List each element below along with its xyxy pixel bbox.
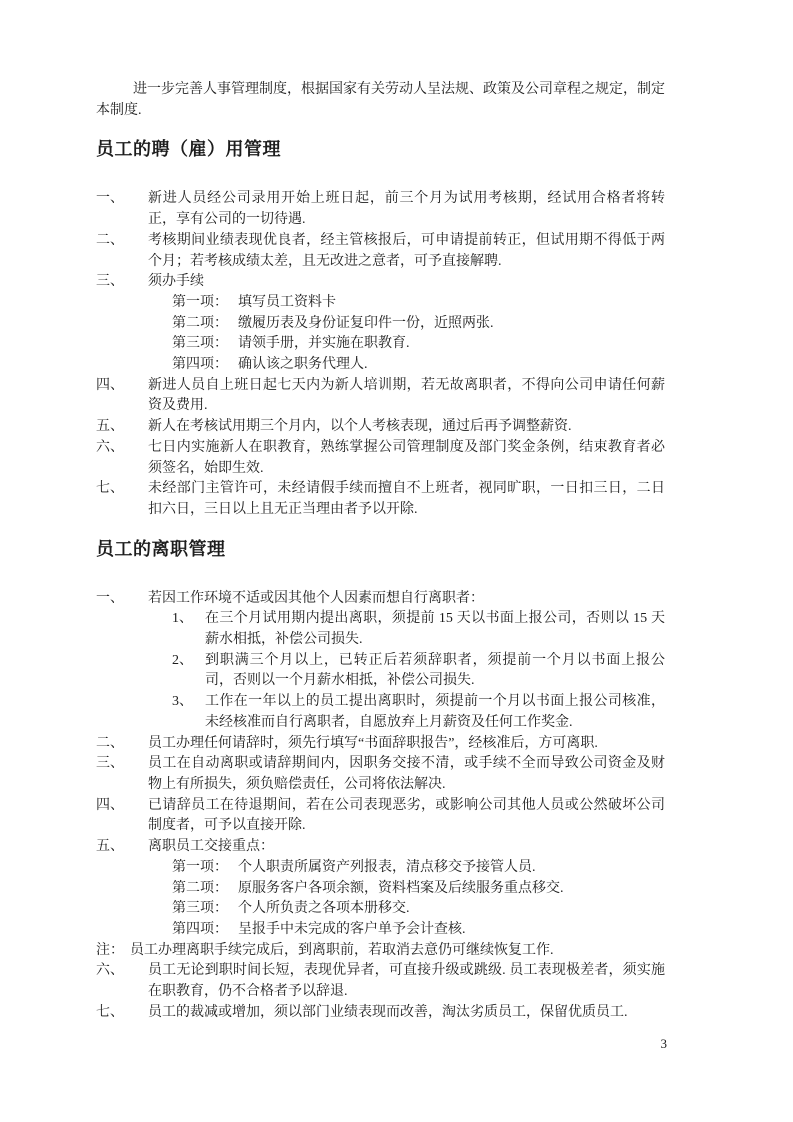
item-text: 须办手续 xyxy=(148,274,204,290)
sub-item xyxy=(96,314,665,335)
list-item xyxy=(96,589,665,610)
sub-item xyxy=(96,879,665,900)
sub-item xyxy=(96,355,665,376)
item-label: 七、 xyxy=(96,1004,124,1020)
list-item xyxy=(96,189,665,230)
item-label: 二、 xyxy=(96,232,124,248)
item-text: 新进人员经公司录用开始上班日起，前三个月为试用考核期，经试用合格者将转正，享有公司的一切待遇. xyxy=(148,191,665,228)
item-text: 确认该之职务代理人. xyxy=(238,357,368,373)
sub-numbered-item xyxy=(96,609,665,650)
sub-numbered-item xyxy=(96,651,665,692)
item-text: 未经部门主管许可，未经请假手续而擅自不上班者，视同旷职，一日扣三日，二日扣六日，三日以上且无正当理由者予以开除. xyxy=(148,481,665,517)
list-item xyxy=(96,479,665,520)
item-text: 七日内实施新人在职教育，熟练掌握公司管理制度及部门奖金条例，结束教育者必须签名，始即生效. xyxy=(148,439,665,476)
item-label: 第二项： xyxy=(172,315,228,331)
item-text: 员工办理离职手续完成后，到离职前，若取消去意仍可继续恢复工作. xyxy=(130,942,554,958)
list-item xyxy=(96,1003,665,1024)
list-item xyxy=(96,438,665,479)
item-label: 四、 xyxy=(96,797,124,813)
item-label: 注： xyxy=(96,942,124,958)
item-text: 原服务客户各项余额，资料档案及后续服务重点移交. xyxy=(238,880,564,896)
item-label: 五、 xyxy=(96,839,124,855)
item-text: 员工的裁减或增加，须以部门业绩表现而改善，淘汰劣质员工，保留优质员工. xyxy=(148,1004,628,1020)
item-label: 第三项： xyxy=(172,336,228,352)
list-item xyxy=(96,754,665,795)
item-text: 请领手册，并实施在职教育. xyxy=(238,336,410,352)
sub-item xyxy=(96,920,665,941)
item-label: 三、 xyxy=(96,756,124,772)
item-label: 六、 xyxy=(96,963,124,979)
item-text: 员工在自动离职或请辞期间内，因职务交接不清，或手续不全而导致公司资金及财物上有所损失，须负赔偿责任，公司将依法解决. xyxy=(148,756,665,792)
list-item xyxy=(96,376,665,417)
item-label: 第三项： xyxy=(172,901,228,917)
item-text: 填写员工资料卡 xyxy=(238,294,336,310)
item-text: 考核期间业绩表现优良者，经主管核报后，可申请提前转正，但试用期不得低于两个月；若考核成绩太差，且无改进之意者，可予直接解聘. xyxy=(148,232,665,269)
section-heading: 员工的离职管理 xyxy=(96,538,226,559)
item-label: 一、 xyxy=(96,590,124,606)
item-label: 第一项： xyxy=(172,294,228,310)
item-label: 第四项： xyxy=(172,357,228,373)
note-line xyxy=(96,941,665,962)
list-item xyxy=(96,417,665,438)
document-body xyxy=(96,137,665,1023)
item-text: 在三个月试用期内提出离职，须提前 15 天以书面上报公司，否则以 15 天薪水相抵，补偿公司损失. xyxy=(205,611,665,648)
item-label: 五、 xyxy=(96,419,124,435)
item-text: 员工办理任何请辞时，须先行填写“书面辞职报告”，经核准后，方可离职. xyxy=(148,735,598,751)
item-text: 个人职责所属资产列报表，清点移交予接管人员. xyxy=(238,859,536,875)
page-number: 3 xyxy=(660,1036,667,1051)
item-text: 新人在考核试用期三个月内，以个人考核表现，通过后再予调整薪资. xyxy=(148,419,572,435)
item-text: 已请辞员工在待退期间，若在公司表现恶劣，或影响公司其他人员或公然破坏公司制度者，可予以直接开除. xyxy=(148,797,665,834)
list-item xyxy=(96,734,665,755)
item-text: 呈报手中未完成的客户单予会计查核. xyxy=(238,921,466,937)
list-item xyxy=(96,231,665,272)
item-label: 六、 xyxy=(96,439,124,455)
item-label: 第四项： xyxy=(172,921,228,937)
item-text: 到职满三个月以上，已转正后若须辞职者，须提前一个月以书面上报公司，否则以一个月薪水相抵，补偿公司损失. xyxy=(205,652,665,689)
item-label: 第一项： xyxy=(172,859,228,875)
sub-item xyxy=(96,334,665,355)
item-label: 一、 xyxy=(96,191,124,207)
item-text: 若因工作环境不适或因其他个人因素而想自行离职者： xyxy=(148,590,484,606)
list-item xyxy=(96,796,665,837)
sub-item xyxy=(96,858,665,879)
item-text: 员工无论到职时间长短，表现优异者，可直接升级或跳级. 员工表现极差者，须实施在职教育，仍不合格者予以辞退. xyxy=(148,963,665,1000)
item-text: 缴履历表及身份证复印件一份，近照两张. xyxy=(238,315,494,331)
item-label: 2、 xyxy=(172,652,193,668)
list-item xyxy=(96,961,665,1002)
item-label: 三、 xyxy=(96,274,124,290)
list-item xyxy=(96,272,665,293)
item-text: 新进人员自上班日起七天内为新人培训期，若无故离职者，不得向公司申请任何薪资及费用. xyxy=(148,377,665,414)
item-label: 3、 xyxy=(172,694,193,710)
item-text: 工作在一年以上的员工提出离职时，须提前一个月以书面上报公司核准，未经核准而自行离职者，自愿放弃上月薪资及任何工作奖金. xyxy=(205,694,665,730)
item-label: 四、 xyxy=(96,377,124,393)
sub-item xyxy=(96,293,665,314)
item-label: 1、 xyxy=(172,611,193,627)
list-item xyxy=(96,837,665,858)
item-text: 离职员工交接重点： xyxy=(148,839,274,855)
item-label: 二、 xyxy=(96,735,124,751)
section-heading: 员工的聘（雇）用管理 xyxy=(96,139,281,160)
item-text: 个人所负责之各项本册移交. xyxy=(238,901,410,917)
item-label: 第二项： xyxy=(172,880,228,896)
sub-numbered-item xyxy=(96,692,665,733)
sub-item xyxy=(96,899,665,920)
item-label: 七、 xyxy=(96,481,124,497)
intro-paragraph: 进一步完善人事管理制度，根据国家有关劳动人呈法规、政策及公司章程之规定，制定本制度. xyxy=(96,82,665,118)
